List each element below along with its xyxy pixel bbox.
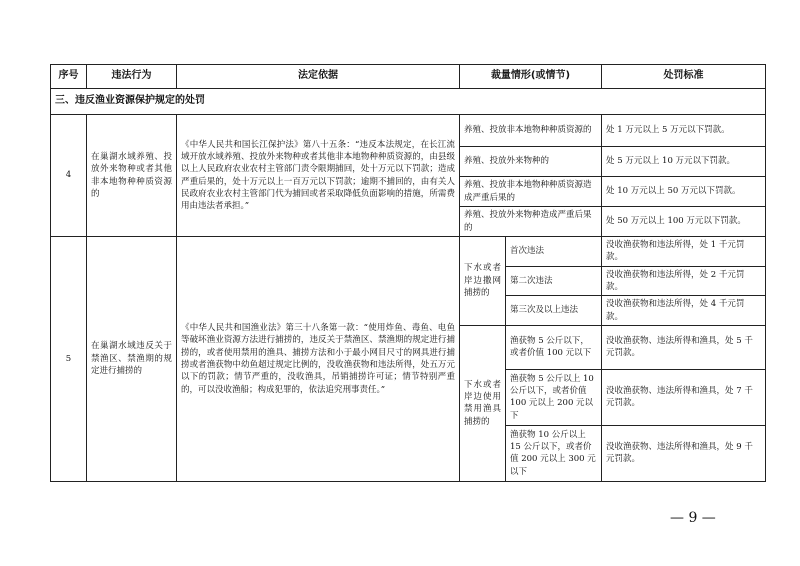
row5-g1-pen-2: 没收渔获物和违法所得，处 2 千元罚款。 [602,266,766,296]
row4-circ-2: 养殖、投放外来物种的 [460,147,602,177]
header-no: 序号 [51,65,87,89]
header-row [51,65,766,89]
row5-group1-label: 下水或者岸边撒网捕捞的 [460,237,506,326]
header-act: 违法行为 [87,65,177,89]
row5-act: 在巢湖水域违反关于禁渔区、禁渔期的规定进行捕捞的 [87,237,177,482]
row5-basis: 《中华人民共和国渔业法》第三十八条第一款：“使用炸鱼、毒鱼、电鱼等破坏渔业资源方法进行捕捞的，违反关于禁渔区、禁渔期的规定进行捕捞的，或者使用禁用的渔具、捕捞方法和小于最小网目尺寸的网具进行捕捞或者渔获物中幼鱼超过规定比例的，没收渔获物和违法所得，处五万元以下的罚款；情节严重的，没收渔具，吊销捕捞许可证；情节特别严重的，可以没收渔船；构成犯罪的，依法追究刑事责任。” [177,237,460,482]
table-row [51,115,766,147]
row4-no: 4 [51,115,87,237]
row5-no: 5 [51,237,87,482]
row4-pen-3: 处 10 万元以上 50 万元以下罚款。 [602,177,766,207]
header-circumstance: 裁量情形(或情节) [460,65,602,89]
row4-circ-1: 养殖、投放非本地物种种质资源的 [460,115,602,147]
section-title: 三、违反渔业资源保护规定的处罚 [51,89,766,115]
row5-g2-pen-1: 没收渔获物、违法所得和渔具，处 5 千元罚款。 [602,325,766,369]
row5-g1-circ-3: 第三次及以上违法 [506,296,602,326]
row4-pen-1: 处 1 万元以上 5 万元以下罚款。 [602,115,766,147]
row4-circ-3: 养殖、投放非本地物种种质资源造成严重后果的 [460,177,602,207]
row5-g2-pen-3: 没收渔获物、违法所得和渔具，处 9 千元罚款。 [602,425,766,481]
row5-g1-pen-1: 没收渔获物和违法所得，处 1 千元罚款。 [602,237,766,267]
row5-g1-circ-2: 第二次违法 [506,266,602,296]
header-penalty: 处罚标准 [602,65,766,89]
page-number: — 9 — [670,510,716,526]
table-row [51,237,766,267]
row5-g2-pen-2: 没收渔获物、违法所得和渔具，处 7 千元罚款。 [602,369,766,425]
row5-g2-circ-3: 渔获物 10 公斤以上 15 公斤以下，或者价值 200 元以上 300 元以下 [506,425,602,481]
row5-g1-pen-3: 没收渔获物和违法所得，处 4 千元罚款。 [602,296,766,326]
row5-group2-label: 下水或者岸边使用禁用渔具捕捞的 [460,325,506,481]
row5-g2-circ-2: 渔获物 5 公斤以上 10 公斤以下，或者价值 100 元以上 200 元以下 [506,369,602,425]
row4-circ-4: 养殖、投放外来物种造成严重后果的 [460,207,602,237]
row4-act: 在巢湖水域养殖、投放外来物种或者其他非本地物种种质资源的 [87,115,177,237]
row4-pen-2: 处 5 万元以上 10 万元以下罚款。 [602,147,766,177]
penalty-table [50,64,766,482]
row5-g2-circ-1: 渔获物 5 公斤以下，或者价值 100 元以下 [506,325,602,369]
row4-basis: 《中华人民共和国长江保护法》第八十五条：“违反本法规定，在长江流域开放水域养殖、投放外来物种或者其他非本地物种种质资源的，由县级以上人民政府农业农村主管部门责令限期捕回，处十万元以下罚款；造成严重后果的，处十万元以上一百万元以下罚款；逾期不捕回的，由有关人民政府农业农村主管部门代为捕回或者采取降低负面影响的措施，所需费用由违法者承担。” [177,115,460,237]
section-row [51,89,766,115]
header-basis: 法定依据 [177,65,460,89]
row5-g1-circ-1: 首次违法 [506,237,602,267]
row4-pen-4: 处 50 万元以上 100 万元以下罚款。 [602,207,766,237]
